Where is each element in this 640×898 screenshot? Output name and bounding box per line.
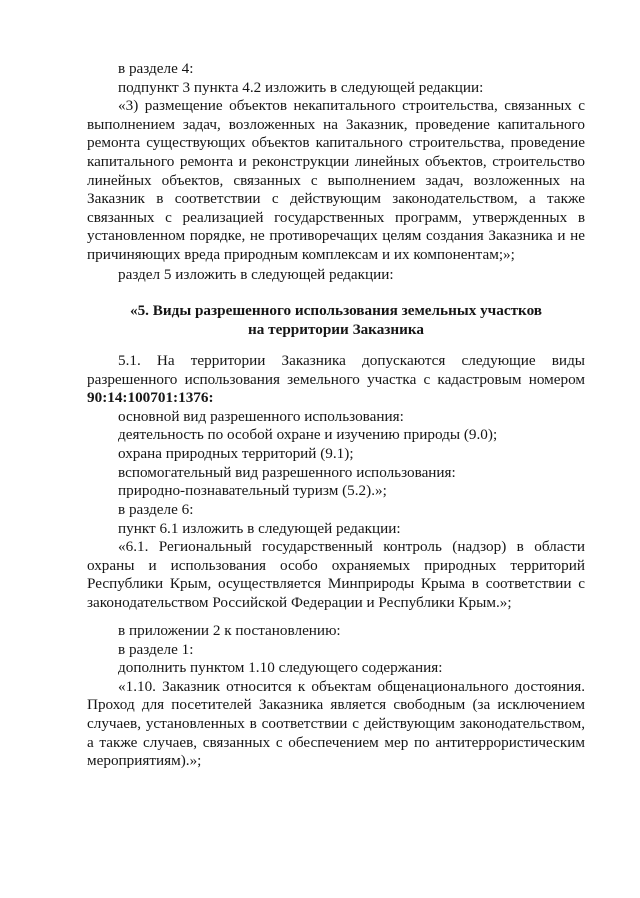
section-5-heading-line2: на территории Заказника (247, 320, 425, 338)
section-5-1-block (87, 352, 585, 501)
section-5-1-text (87, 352, 585, 408)
section-4-intro: в разделе 4: (118, 60, 194, 77)
section-5-line: деятельность по особой охране и изучению природы (9.0); (118, 426, 498, 444)
section-5-line: охрана природных территорий (9.1); (118, 444, 354, 462)
appendix-text: «1.10. Заказник относится к объектам общенационального достояния. Проход для посетителей Заказника является свободным (за исключением случаев, установленных в соответствии с действующим законодательством, а также случаев, связанных с обеспечением мер по антитеррористическим мероприятиям).»; (87, 677, 585, 770)
section-5-line: природно-познавательный туризм (5.2).»; (118, 482, 387, 500)
section-5-heading-line1: «5. Виды разрешенного использования земельных участков (129, 302, 543, 319)
cadastral-number: 90:14:100701:1376 (87, 389, 209, 407)
cadastral-suffix: : (208, 389, 214, 407)
section-5-intro: раздел 5 изложить в следующей редакции: (118, 266, 394, 283)
section-4-item: подпункт 3 пункта 4.2 изложить в следующей редакции: (118, 78, 484, 96)
section-4-block (87, 60, 585, 265)
section-6-text: «6.1. Региональный государственный контроль (надзор) в области охраны и использования особо охраняемых природных территорий Республики Крым, осуществляется Минприроды Крыма в соответствии с законодательством Российской Федерации и Республики Крым.»; (87, 538, 585, 611)
section-5-line: основной вид разрешенного использования: (118, 407, 404, 425)
appendix-item: дополнить пунктом 1.10 следующего содержания: (118, 659, 443, 677)
appendix-block (87, 622, 585, 771)
section-5-heading (87, 302, 585, 339)
section-6-block (87, 501, 585, 613)
section-6-item: пункт 6.1 изложить в следующей редакции: (118, 519, 401, 537)
appendix-section: в разделе 1: (118, 640, 194, 658)
appendix-intro: в приложении 2 к постановлению: (118, 622, 341, 639)
section-4-text: «3) размещение объектов некапитального строительства, связанных с выполнением задач, возложенных на Заказник, проведение капитального ремонта существующих объектов капитального строительства, проведение капитального ремонта и реконструкции линейных объектов, строительство линейных объектов, связанных с выполнением задач, возложенных на Заказник в соответствии с действующим законодательством, а также связанных с реализацией государственных программ, утвержденных в установленном порядке, не противоречащих целям создания Заказника и не причиняющих вреда природным комплексам и их компонентам;»; (87, 97, 585, 263)
section-5-line: вспомогательный вид разрешенного использования: (118, 463, 456, 481)
section-5-1-body: 5.1. На территории Заказника допускаются следующие виды разрешенного использования земельного участка с кадастровым номером (87, 352, 585, 388)
section-5-intro-block (87, 266, 585, 285)
section-6-intro: в разделе 6: (118, 501, 194, 518)
